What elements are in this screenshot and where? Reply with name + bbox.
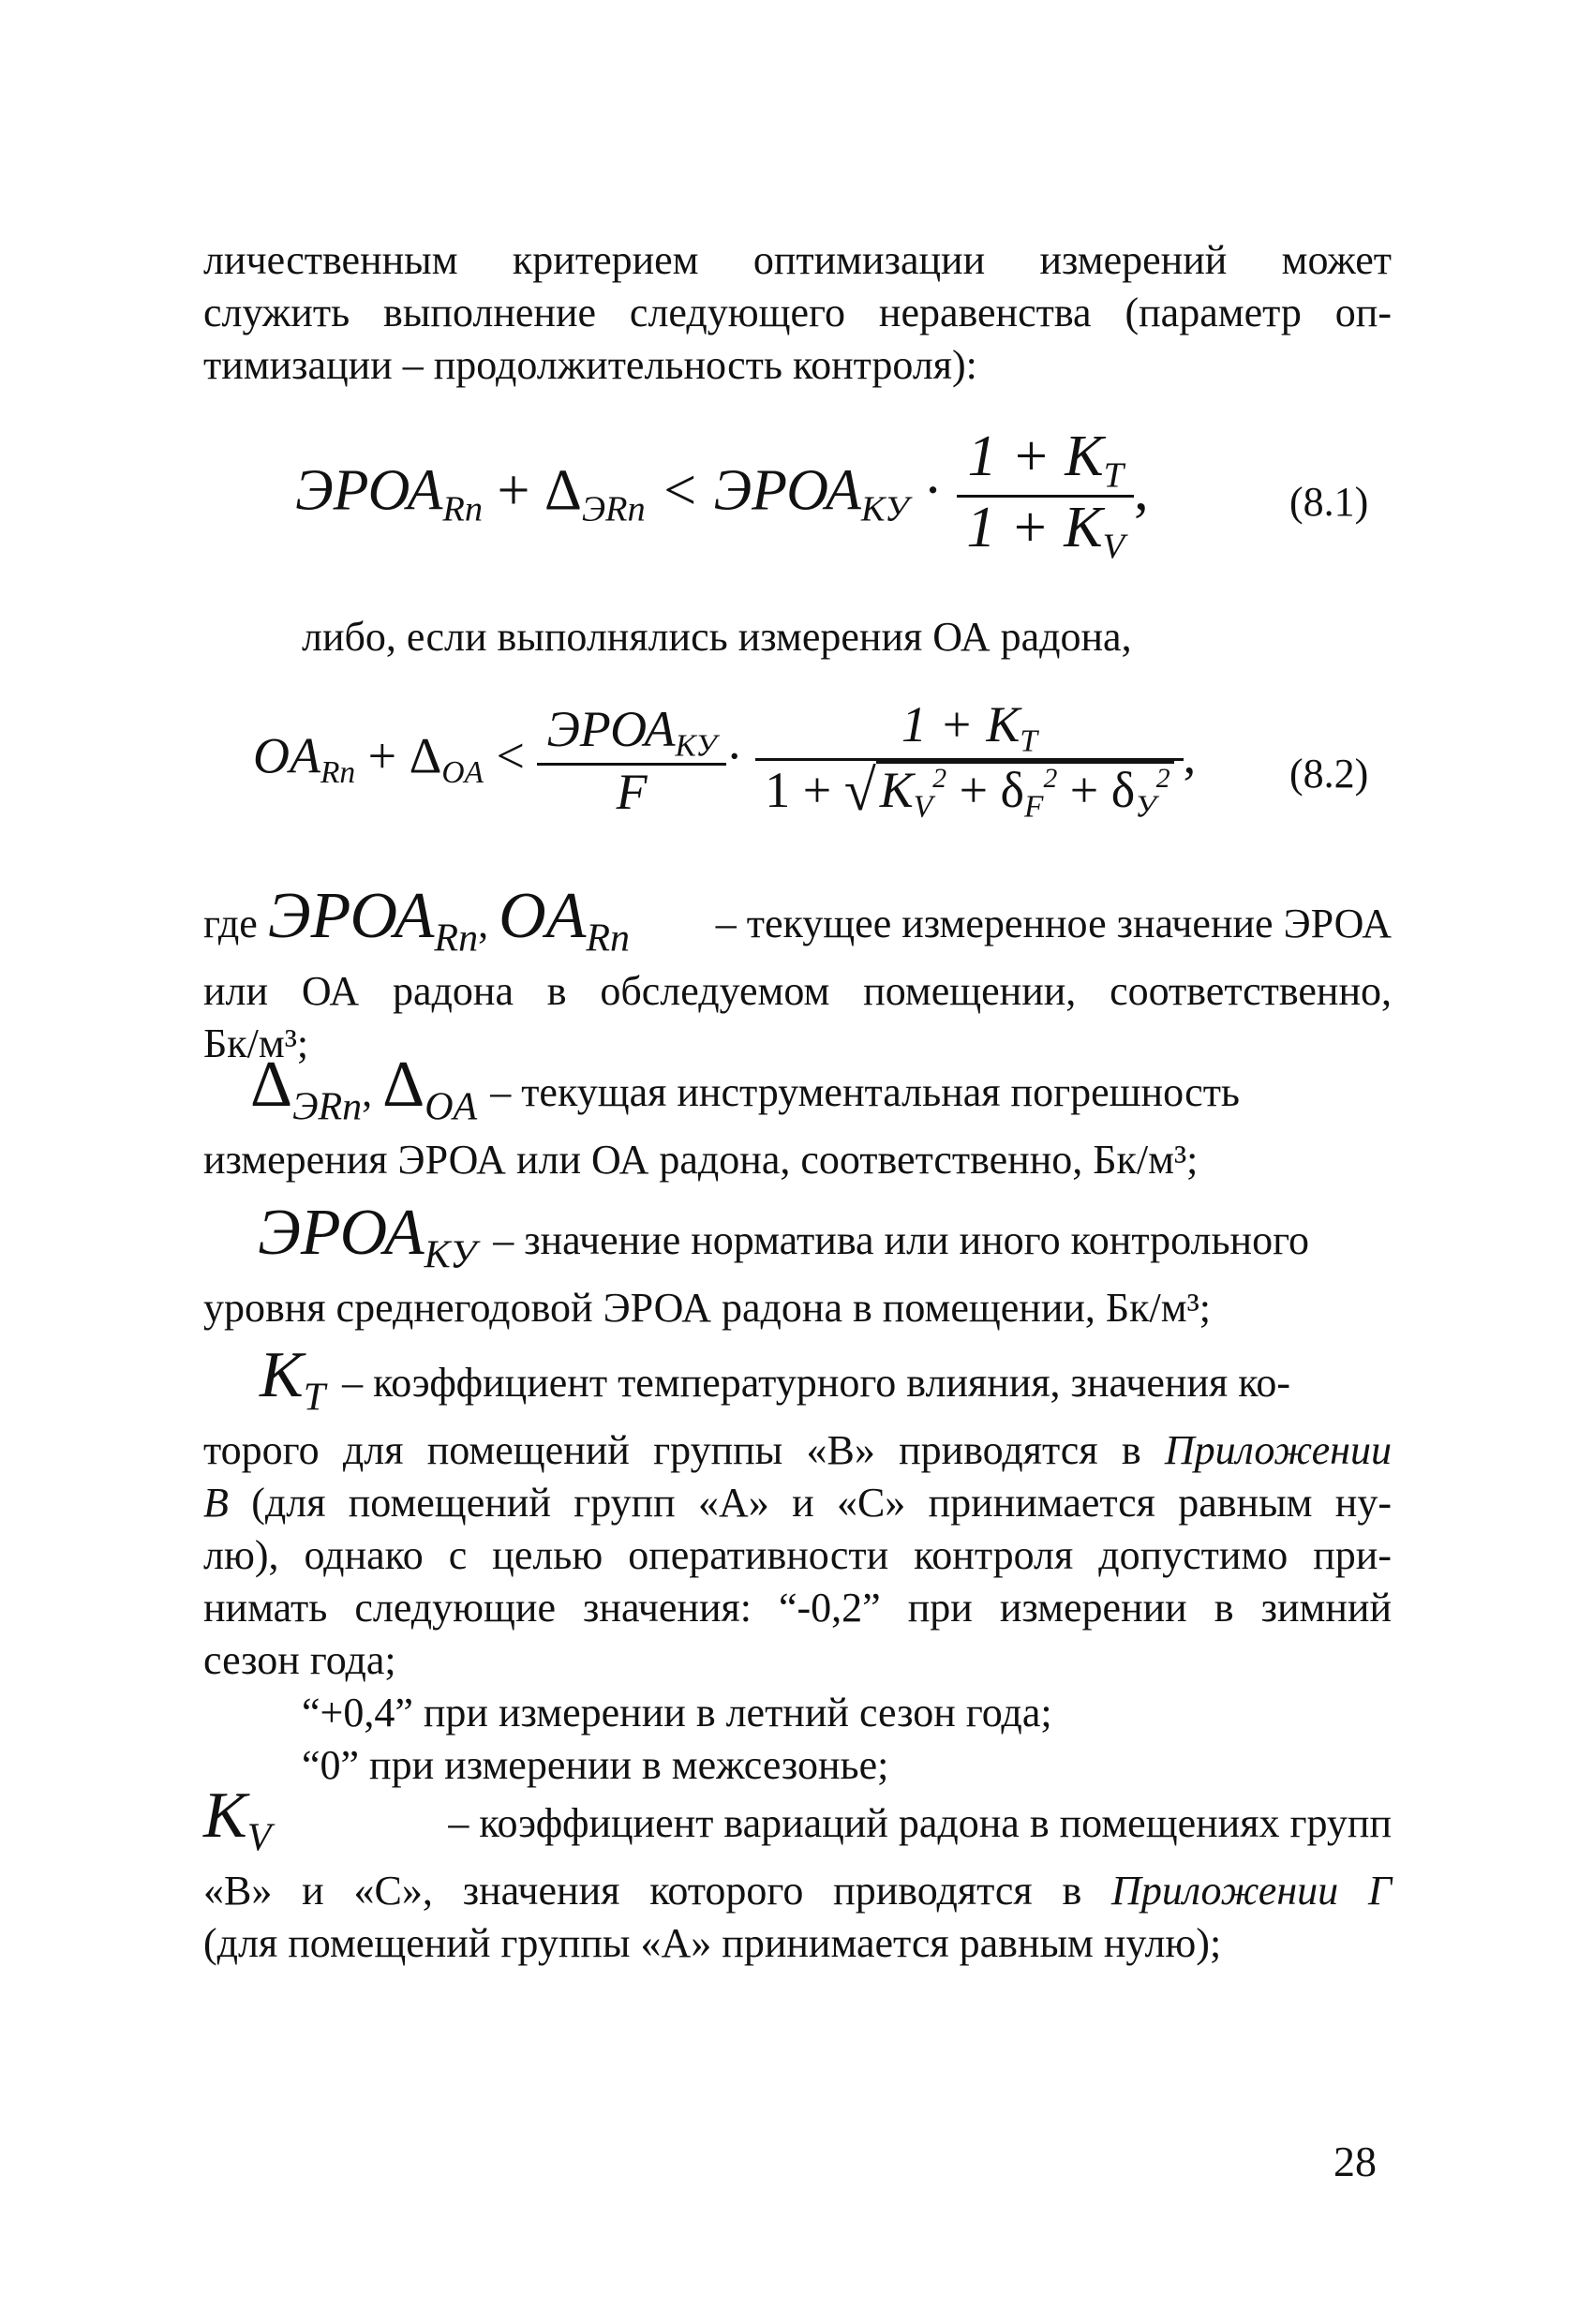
def3-symbol: $ЭРОА_{КУ}$ xyxy=(258,1197,477,1277)
def4-text: – коэффициент температурного влияния, значения ко- xyxy=(342,1360,1291,1406)
eq2-frac1-numerator: $ЭРОА_{КУ}$ xyxy=(537,703,725,766)
equation-number-8-2: (8.2) xyxy=(1289,751,1369,797)
page-number: 28 xyxy=(1333,2138,1377,2185)
intro-line: личественным критерием оптимизации измерений может xyxy=(203,237,1392,283)
eq1-sub: ЭRn xyxy=(581,489,646,529)
def4-line: “+0,4” при измерении в летний сезон года; xyxy=(302,1689,1052,1736)
def1-line: Бк/м³; xyxy=(203,1020,309,1066)
eq1-denominator: $1 + K_V$ xyxy=(966,495,1125,566)
eq1-symbol-eroa-rn: ЭРОА xyxy=(295,458,443,523)
def4-line: лю), однако с целью оперативности контроля допустимо при- xyxy=(203,1531,1392,1578)
def2-text: – текущая инструментальная погрешность xyxy=(490,1069,1240,1115)
eq1-fraction xyxy=(957,426,1134,565)
eq2-comma: , xyxy=(1183,727,1197,784)
square-root: √ $K_V^2 + \delta_F^2 + \delta_У^2$ xyxy=(844,761,1174,824)
equation-8-1 xyxy=(295,426,1149,565)
def1-line: или ОА радона в обследуемом помещении, соответственно, xyxy=(203,967,1392,1014)
eq2-dot: · xyxy=(725,727,743,784)
definition-kv xyxy=(203,1780,1392,1970)
eq2-symbol-oa-rn: OA xyxy=(253,727,320,784)
eq1-sub: Rn xyxy=(442,489,484,529)
def4-line: нимать следующие значения: “-0,2” при измерении в зимний xyxy=(203,1584,1392,1631)
eq2-sub: OA xyxy=(441,754,484,790)
def4-symbol: $K_T$ xyxy=(260,1339,326,1420)
eq1-dot: · xyxy=(908,458,958,523)
def4-line: сезон года; xyxy=(203,1636,396,1683)
def3-line: уровня среднегодовой ЭРОА радона в помещении, Бк/м³; xyxy=(203,1284,1212,1331)
eq1-sub: КУ xyxy=(860,489,909,529)
intro-paragraph xyxy=(203,234,1392,392)
eq2-less-than: < xyxy=(483,727,538,784)
def4-line: В (для помещений групп «А» и «С» принимается равным ну- xyxy=(203,1479,1392,1526)
def1-text: – текущее измеренное значение ЭРОА xyxy=(715,901,1392,946)
intro-line: тимизации – продолжительность контроля): xyxy=(203,342,977,388)
definition-kt xyxy=(203,1339,1392,1792)
eq2-sub: Rn xyxy=(320,754,356,790)
definition-delta xyxy=(203,1049,1392,1186)
intro-line: служить выполнение следующего неравенства (параметр оп- xyxy=(203,290,1392,335)
either-line: либо, если выполнялись измерения ОА радона, xyxy=(302,614,1132,660)
def4-line: “0” при измерении в межсезонье; xyxy=(302,1741,889,1788)
def5-symbol: $K_V$ xyxy=(203,1780,272,1860)
eq2-fraction-2 xyxy=(755,698,1183,824)
eq1-plus-delta: + Δ xyxy=(483,458,582,523)
eq2-plus-delta: + Δ xyxy=(355,727,442,784)
def2-symbols: $\Delta_{ЭRn}$, $\Delta_{OA}$ xyxy=(250,1049,478,1129)
definition-eroa-ku xyxy=(203,1197,1392,1334)
eq1-less-than-eroa: < ЭРОА xyxy=(645,458,861,523)
def5-text: – коэффициент вариаций радона в помещениях групп xyxy=(448,1800,1392,1846)
definition-eroa-rn xyxy=(203,880,1392,1070)
def5-line: «В» и «С», значения которого приводятся в Приложении Г xyxy=(203,1867,1392,1914)
def2-line: измерения ЭРОА или ОА радона, соответственно, Бк/м³; xyxy=(203,1136,1199,1183)
eq2-frac2-denominator: 1 + √ $K_V^2 + \delta_F^2 + \delta_У^2$ xyxy=(755,761,1183,824)
def4-line: торого для помещений группы «В» приводятся в Приложении xyxy=(203,1426,1392,1473)
eq1-comma: , xyxy=(1134,458,1149,523)
eq2-frac1-denominator: F xyxy=(616,763,648,820)
equation-8-2 xyxy=(253,698,1196,824)
def1-lead: где $ЭРОА_{Rn}$, $OA_{Rn}$ xyxy=(203,880,631,961)
equation-number-8-1: (8.1) xyxy=(1289,479,1369,525)
eq1-numerator: $1 + K_T$ xyxy=(957,426,1134,498)
def5-line: (для помещений группы «А» принимается равным нулю); xyxy=(203,1919,1222,1966)
eq2-fraction-1 xyxy=(537,703,725,819)
eq2-frac2-numerator: $1 + K_T$ xyxy=(755,698,1183,761)
def3-text: – значение норматива или иного контрольного xyxy=(493,1217,1310,1263)
